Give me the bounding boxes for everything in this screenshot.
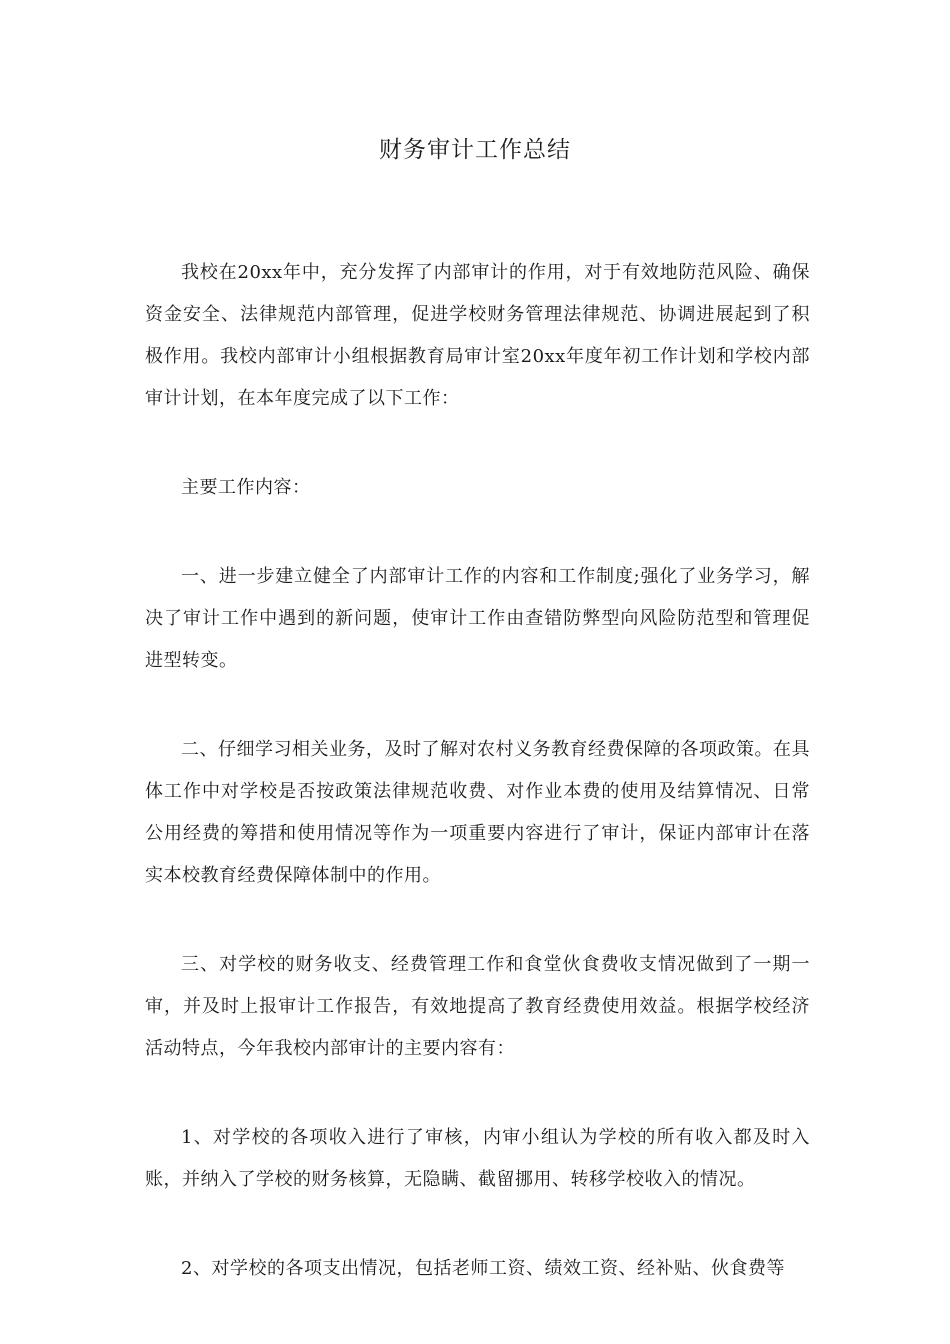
paragraph-intro: 我校在20xx年中，充分发挥了内部审计的作用，对于有效地防范风险、确保资金安全、法律规范内部管理，促进学校财务管理法律规范、协调进展起到了积极作用。我校内部审计小组根据教育局审计室20xx年度年初工作计划和学校内部审计计划，在本年度完成了以下工作： bbox=[145, 262, 810, 409]
paragraph-subitem-2: 2、对学校的各项支出情况，包括老师工资、绩效工资、经补贴、伙食费等 bbox=[181, 1258, 785, 1279]
paragraph-item-one: 一、进一步建立健全了内部审计工作的内容和工作制度;强化了业务学习，解决了审计工作中遇到的新问题，使审计工作由查错防弊型向风险防范型和管理促进型转变。 bbox=[145, 566, 810, 671]
paragraph-item-three: 三、对学校的财务收支、经费管理工作和食堂伙食费收支情况做到了一期一审，并及时上报审计工作报告，有效地提高了教育经费使用效益。根据学校经济活动特点，今年我校内部审计的主要内容有： bbox=[145, 954, 810, 1059]
paragraph-main-content-heading: 主要工作内容： bbox=[181, 477, 311, 498]
paragraph-subitem-1: 1、对学校的各项收入进行了审核，内审小组认为学校的所有收入都及时入账，并纳入了学校的财务核算，无隐瞒、截留挪用、转移学校收入的情况。 bbox=[145, 1127, 810, 1190]
document-title: 财务审计工作总结 bbox=[379, 137, 571, 163]
document-body bbox=[145, 252, 810, 1337]
paragraph-item-two: 二、仔细学习相关业务，及时了解对农村义务教育经费保障的各项政策。在具体工作中对学校是否按政策法律规范收费、对作业本费的使用及结算情况、日常公用经费的筹措和使用情况等作为一项重要内容进行了审计，保证内部审计在落实本校教育经费保障体制中的作用。 bbox=[145, 739, 810, 886]
